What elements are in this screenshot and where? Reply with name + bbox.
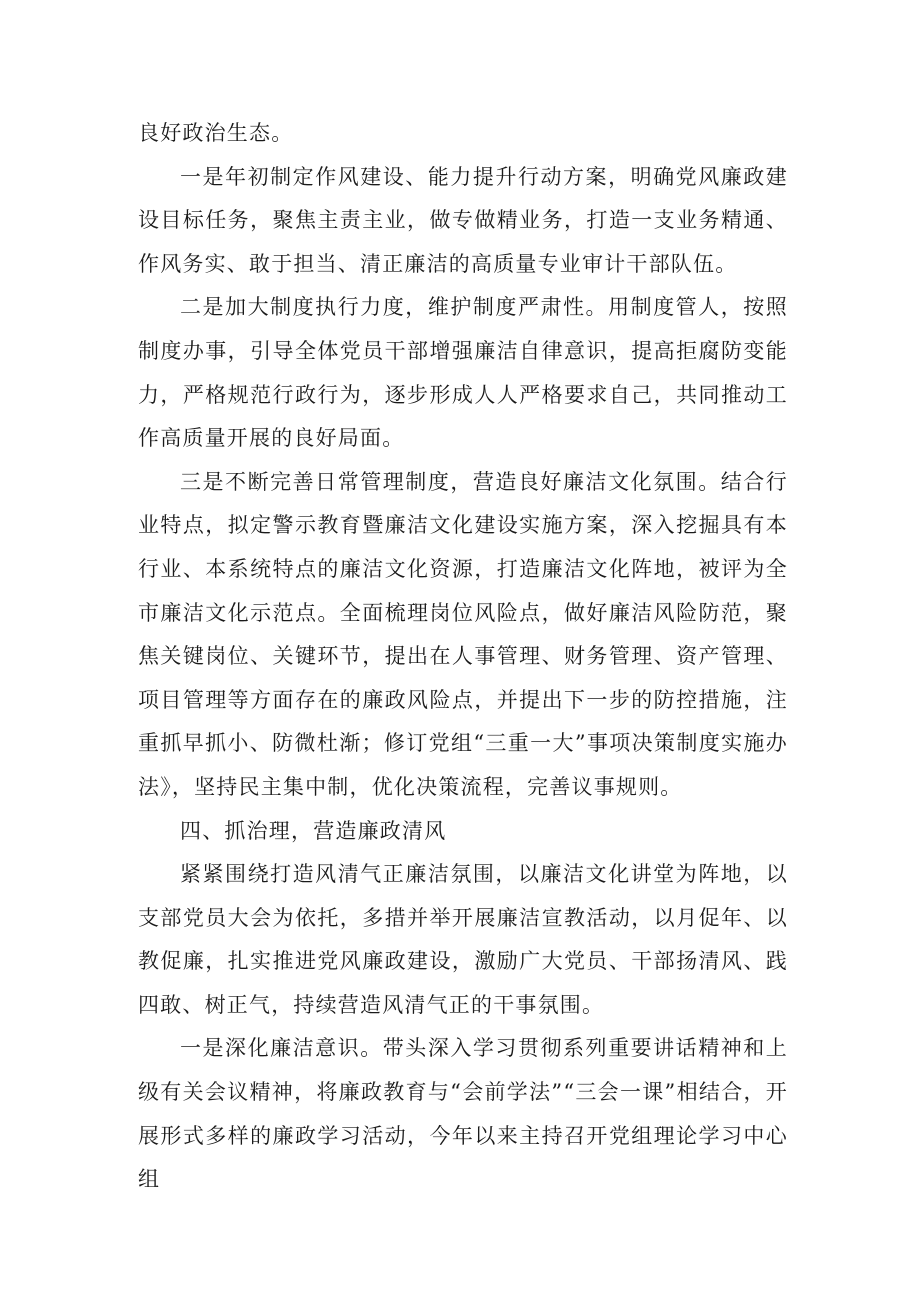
paragraph-5: 紧紧围绕打造风清气正廉洁氛围，以廉洁文化讲堂为阵地，以支部党员大会为依托，多措并举开展廉洁宣教活动，以月促年、以教促廉，扎实推进党风廉政建设，激励广大党员、干部扬清风、践四敢、树正气，持续营造风清气正的干事氛围。 [138,862,788,1017]
document-body [138,112,788,1202]
paragraph-4: 三是不断完善日常管理制度，营造良好廉洁文化氛围。结合行业特点，拟定警示教育暨廉洁文化建设实施方案，深入挖掘具有本行业、本系统特点的廉洁文化资源，打造廉洁文化阵地，被评为全市廉洁文化示范点。全面梳理岗位风险点，做好廉洁风险防范，聚焦关键岗位、关键环节，提出在人事管理、财务管理、资产管理、项目管理等方面存在的廉政风险点，并提出下一步的防控措施，注重抓早抓小、防微杜渐；修订党组“三重一大”事项决策制度实施办法》，坚持民主集中制，优化决策流程，完善议事规则。 [138,469,788,799]
paragraph-2: 一是年初制定作风建设、能力提升行动方案，明确党风廉政建设目标任务，聚焦主责主业，做专做精业务，打造一支业务精通、作风务实、敢于担当、清正廉洁的高质量专业审计干部队伍。 [138,164,788,276]
paragraph-3: 二是加大制度执行力度，维护制度严肃性。用制度管人，按照制度办事，引导全体党员干部增强廉洁自律意识，提高拒腐防变能力，严格规范行政行为，逐步形成人人严格要求自己，共同推动工作高质量开展的良好局面。 [138,295,788,451]
paragraph-6: 一是深化廉洁意识。带头深入学习贯彻系列重要讲话精神和上级有关会议精神，将廉政教育与“会前学法”“三会一课”相结合，开展形式多样的廉政学习活动，今年以来主持召开党组理论学习中心组 [138,1036,788,1192]
section-heading: 四、抓治理，营造廉政清风 [180,818,447,843]
paragraph-1: 良好政治生态。 [138,121,294,145]
